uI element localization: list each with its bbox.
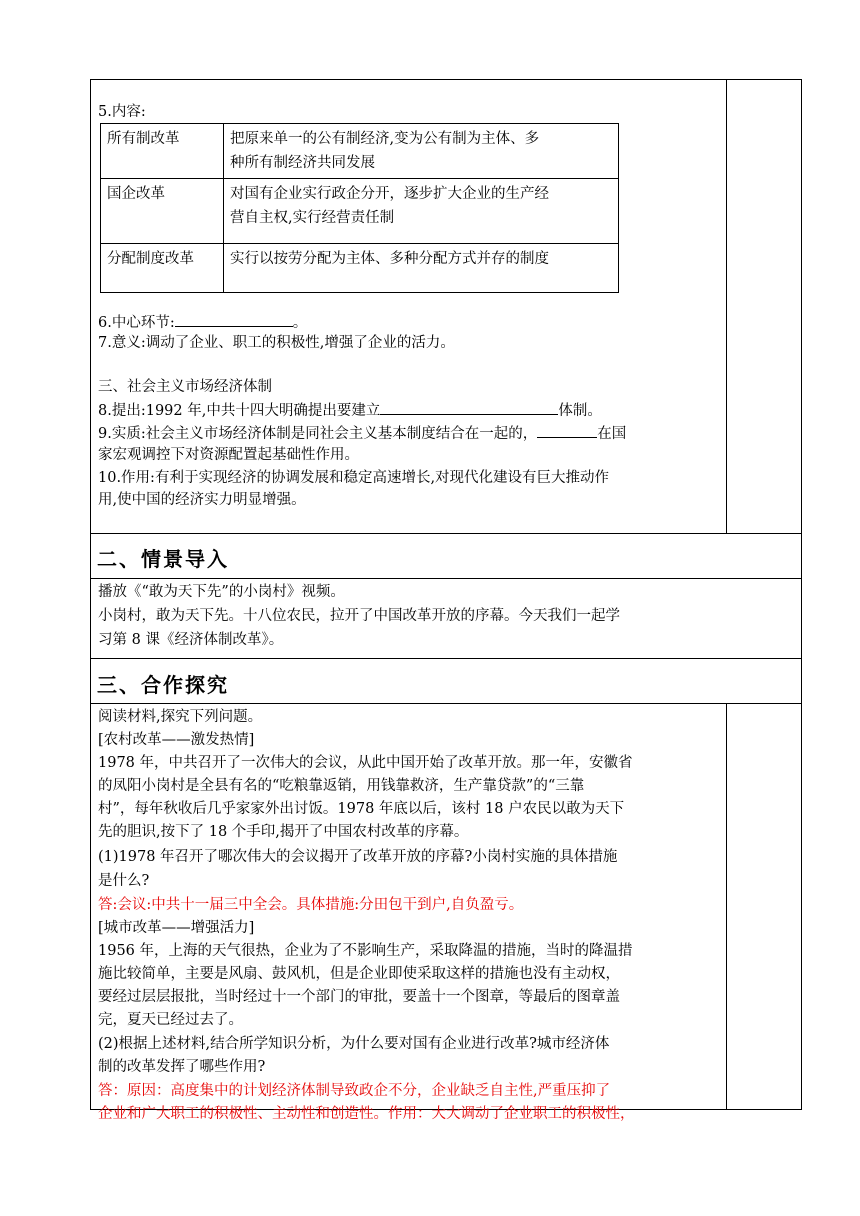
material-line: 施比较简单，主要是风扇、鼓风机，但是企业即使采取这样的措施也没有主动权， — [98, 966, 620, 982]
table-value-line: 实行以按劳分配为主体、多种分配方式并存的制度 — [230, 251, 549, 267]
table-value-line: 种所有制经济共同发展 — [230, 155, 375, 171]
answer-line: 答：原因：高度集中的计划经济体制导致政企不分，企业缺乏自主性,严重压抑了 — [98, 1083, 611, 1099]
material-line: (1)1978 年召开了哪次伟大的会议揭开了改革开放的序幕?小岗村实施的具体措施 — [98, 849, 618, 865]
item-9-text: 9.实质:社会主义市场经济体制是同社会主义基本制度结合在一起的， — [98, 426, 538, 442]
item-8-text: 8.提出:1992 年,中共十四大明确提出要建立 — [98, 403, 381, 419]
item-7: 7.意义:调动了企业、职工的积极性,增强了企业的活力。 — [98, 335, 455, 351]
table-value — [224, 179, 619, 244]
fill-blank[interactable] — [175, 312, 293, 327]
item-10-line-1: 10.作用:有利于实现经济的协调发展和稳定高速增长,对现代化建设有巨大推动作 — [98, 470, 610, 486]
material-line: [农村改革——激发热情] — [98, 732, 255, 748]
material-line: 是什么? — [98, 873, 150, 889]
item-6 — [98, 312, 307, 334]
notes-column — [726, 80, 801, 533]
section-heading-cooperative-inquiry: 三、合作探究 — [97, 673, 229, 697]
item-9-line-2: 家宏观调控下对资源配置起基础性作用。 — [98, 447, 359, 463]
table-value-line: 把原来单一的公有制经济,变为公有制为主体、多 — [230, 131, 540, 147]
section-heading-scene-intro: 二、情景导入 — [97, 547, 229, 571]
table-row — [101, 124, 619, 179]
item-8 — [98, 400, 602, 422]
scene-intro-line: 播放《“敢为天下先”的小岗村》视频。 — [98, 584, 345, 600]
material-line: 制的改革发挥了哪些作用? — [98, 1059, 266, 1075]
scene-intro-line: 习第 8 课《经济体制改革》。 — [98, 632, 284, 648]
fill-blank[interactable] — [380, 400, 558, 415]
material-line: 1956 年，上海的天气很热，企业为了不影响生产，采取降温的措施，当时的降温措 — [98, 943, 633, 959]
item-8-suffix: 体制。 — [558, 403, 602, 419]
table-value-line: 营自主权,实行经营责任制 — [230, 210, 395, 226]
material-line: 阅读材料,探究下列问题。 — [98, 709, 263, 725]
table-key: 分配制度改革 — [101, 244, 224, 293]
table-value — [224, 124, 619, 179]
answer-line: 答:会议:中共十一届三中全会。具体措施:分田包干到户,自负盈亏。 — [98, 897, 524, 913]
material-line: 村”，每年秋收后几乎家家外出讨饭。1978 年底以后，该村 18 户农民以敢为天下 — [98, 801, 625, 817]
item-9-suffix: 在国 — [597, 426, 627, 442]
table-key: 国企改革 — [101, 179, 224, 244]
table-value-line: 对国有企业实行政企分开，逐步扩大企业的生产经 — [230, 186, 549, 202]
reform-content-table — [100, 123, 619, 293]
table-value — [224, 244, 619, 293]
material-line: 先的胆识,按下了 18 个手印,揭开了中国农村改革的序幕。 — [98, 824, 469, 840]
fill-blank[interactable] — [537, 423, 597, 438]
material-line: [城市改革——增强活力] — [98, 920, 255, 936]
answer-line: 企业和广大职工的积极性、主动性和创造性。作用：大大调动了企业职工的积极性， — [98, 1106, 635, 1122]
notes-column — [726, 704, 801, 1109]
subheading-market-economy: 三、社会主义市场经济体制 — [98, 379, 272, 395]
scene-intro-line: 小岗村，敢为天下先。十八位农民，拉开了中国改革开放的序幕。今天我们一起学 — [98, 608, 620, 624]
item-6-text: 6.中心环节: — [98, 315, 175, 331]
item-6-suffix: 。 — [292, 315, 308, 331]
material-line: (2)根据上述材料,结合所学知识分析，为什么要对国有企业进行改革?城市经济体 — [98, 1036, 610, 1052]
table-row — [101, 244, 619, 293]
table-row — [101, 179, 619, 244]
material-line: 的凤阳小岗村是全县有名的“吃粮靠返销，用钱靠救济，生产靠贷款”的“三靠 — [98, 778, 585, 794]
material-line: 要经过层层报批，当时经过十一个部门的审批，要盖十一个图章，等最后的图章盖 — [98, 989, 620, 1005]
item-10-line-2: 用,使中国的经济实力明显增强。 — [98, 492, 306, 508]
material-line: 1978 年，中共召开了一次伟大的会议，从此中国开始了改革开放。那一年，安徽省 — [98, 755, 633, 771]
item-9-line-1 — [98, 423, 626, 445]
content-label: 5.内容: — [98, 104, 146, 120]
table-key: 所有制改革 — [101, 124, 224, 179]
material-line: 完，夏天已经过去了。 — [98, 1012, 243, 1028]
